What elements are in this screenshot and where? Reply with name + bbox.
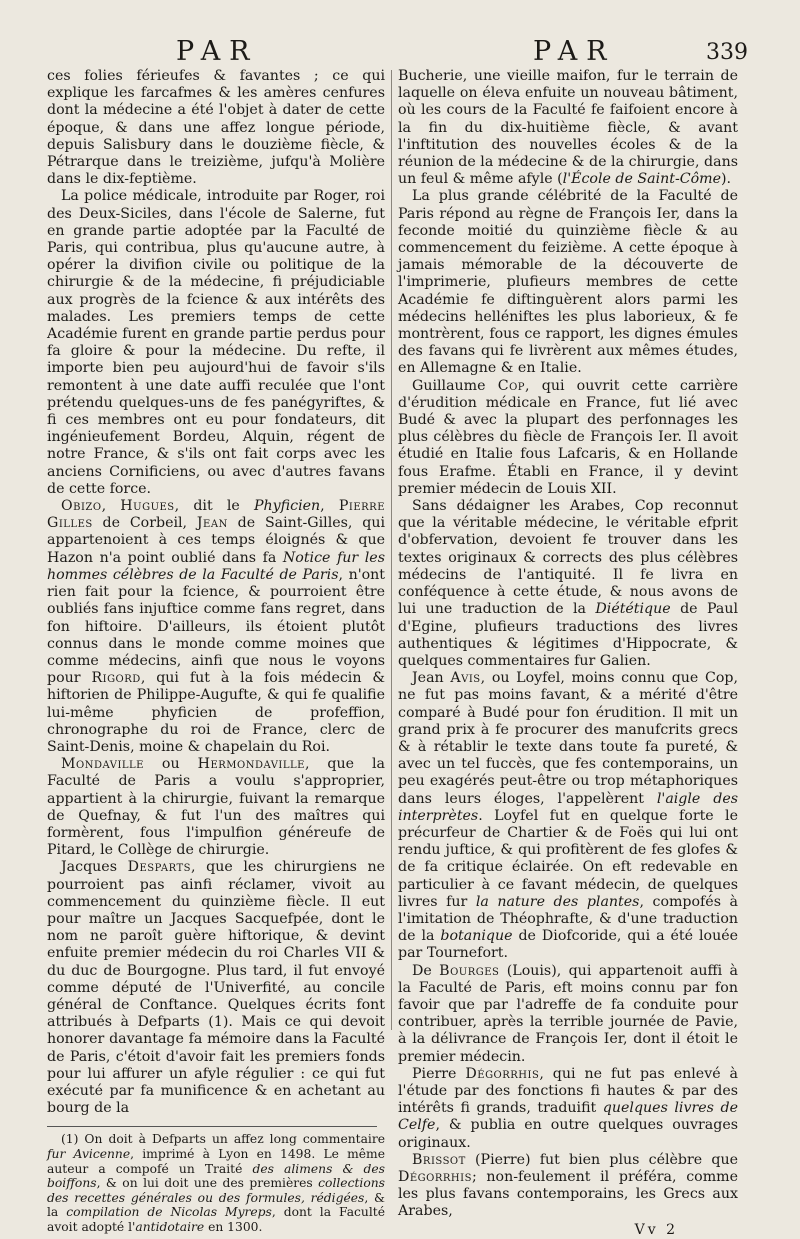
text-run: De [412, 962, 440, 979]
italic-title: l'École de Saint-Côme [562, 171, 721, 188]
author-name: Obizo [61, 498, 102, 515]
author-name: Pierre Gilles [47, 498, 386, 532]
footnote-rule [47, 1126, 377, 1127]
text-run: Bucherie, une vieille maifon, fur le terrain de laquelle on éleva enfuite un nouveau bâtiment, où les cours de la Faculté fe faifoient encore à la fin du dix-huitième fiècle, & avant l'inftitution des nouvelles écoles & de la réunion de la médecine & de la chirurgie, dans un feul & même afyle ( [398, 68, 738, 188]
text-run: Pierre [412, 1065, 466, 1082]
paragraph [398, 1152, 738, 1221]
text-run: . Loyfel fut en quelque forte le précurfeur de Chartier & de Foës qui lui ont rendu juftice, & qui profitèrent de fes glofes & de fa critique éclairée. On eft redevable en particulier à ce favant médecin, de quelques livres fur [398, 807, 738, 910]
paragraph [398, 1066, 738, 1152]
italic-title: collections des recettes générales ou des formules, rédigées [47, 1176, 385, 1205]
author-name: Jean [196, 515, 228, 532]
author-name: Dégorrhis [398, 1169, 472, 1185]
text-run: , & la [47, 1190, 385, 1220]
page-number: 339 [706, 40, 748, 65]
author-name: Rigord [91, 670, 141, 687]
author-name: Mondaville [61, 756, 144, 773]
author-name: Brissot [412, 1151, 466, 1168]
running-header [0, 36, 800, 66]
paragraph: La police médicale, introduite par Roger, roi des Deux-Siciles, dans l'école de Salerne, fut en grande partie adoptée par la Faculté de Paris, qui contribua, plus qu'aucune autre, à opérer la divifion civile ou politique de la chirurgie & de la médecine, fi préjudiciable aux progrès de la fcience & aux intérêts des malades. Les premiers temps de cette Académie furent en grande partie perdus pour fa gloire & pour la médecine. Du refte, il importe bien peu aujourd'hui de favoir s'ils remontent à une date auffi reculée que l'ont prétendu quelques-uns de fes panégyriftes, & fi ces membres ont eu pour fondateurs, dit ingénieufement Bordeu, Alquin, régent de notre France, & s'ils ont fait corps avec les anciens Cornificiens, ou avec d'autres favans de cette force. [47, 188, 385, 497]
paragraph [398, 68, 738, 188]
paragraph [47, 498, 385, 756]
text-run: de Paul d'Egine, plufieurs traductions des livres authentiques & légitimes d'Hippocrate, & quelques commentaires fur Galien. [398, 601, 738, 669]
author-name: Bourges [439, 962, 500, 979]
text-run: ou [143, 756, 198, 773]
italic-title: Notice fur les hommes célèbres de la Faculté de Paris [47, 549, 385, 583]
running-head-left: PAR [176, 36, 259, 67]
text-run: , & publia en outre quelques ouvrages originaux. [398, 1117, 738, 1151]
column-divider [391, 70, 392, 1030]
italic-title: Diététique [595, 601, 671, 618]
author-name: Cop [497, 377, 526, 394]
text-run: (Pierre) fut bien plus célèbre que [465, 1151, 738, 1168]
text-run: Guillaume [412, 377, 498, 394]
author-name: Hugues [120, 498, 175, 515]
text-run: de Diofcoride, qui a été louée par Tournefort. [398, 928, 738, 962]
text-run: ). [720, 171, 732, 188]
italic-title: botanique [440, 928, 513, 945]
italic-title: compilation de Nicolas Myreps [66, 1205, 272, 1220]
text-run: en 1300. [204, 1219, 263, 1234]
author-name: Avis [450, 670, 481, 687]
paragraph: ces folies férieufes & favantes ; ce qui explique les farcafmes & les amères cenfures dont la médecine a été l'objet à dater de cette époque, & dans une affez longue période, depuis Salisbury dans le douzième fiècle, & Pétrarque dans le treizième, jufqu'à Molière dans le dix-feptième. [47, 68, 385, 188]
text-run: de Saint-Gilles, qui appartenoient à ces temps éloignés & que Hazon n'a point oublié dans fa [47, 515, 385, 566]
paragraph [398, 498, 738, 670]
paragraph [47, 859, 385, 1117]
paragraph [398, 670, 738, 962]
author-name: Desparts [127, 859, 192, 876]
text-run: , imprimé à Lyon en 1498. Le même auteur a compofé un Traité [47, 1146, 385, 1176]
text-run: , qui ne fut pas enlevé à l'étude par des fonctions fi hautes & par des intérêts fi grands, traduifit [398, 1065, 739, 1117]
text-run: (Louis), qui appartenoit auffi à la Faculté de Paris, eft moins connu par fon favoir que par l'adreffe de fa conduite pour contribuer, après la terrible journée de Pavie, à la délivrance de François Ier, dont il étoit le premier médecin. [398, 962, 738, 1065]
text-run: , que les chirurgiens ne pourroient pas ainfi réclamer, vivoit au commencement du quinzième fiècle. Il eut pour maître un Jacques Sacquefpée, dont le nom ne paroît guère hiftorique, & devint enfuite premier médecin du roi Charles VII & du duc de Bourgogne. Plus tard, il fut envoyé comme député de l'Univerfité, au concile général de Conftance. Quelques écrits font attribués à Defparts (1). Mais ce qui devoit honorer davantage fa mémoire dans la Faculté de Paris, c'étoit d'avoir fait les premiers fonds pour lui affurer un afyle régulier : ce qui fut exécuté par fa munificence & en achetant au bourg de la [47, 859, 385, 1117]
text-run: , qui ouvrit cette carrière d'érudition médicale en France, fut lié avec Budé & avec la plupart des perfonnages les plus célèbres du fiècle de François Ier. Il avoit étudié en Italie fous Lafcaris, & en Hollande fous Erafme. Établi en France, il y devint premier médecin de Louis XII. [398, 377, 738, 497]
text-run: , & on lui doit une des premières [96, 1176, 319, 1191]
text-run: ; non-feulement il préféra, comme les plus favans contemporains, les Grecs aux Arabes, [398, 1169, 738, 1220]
text-run: , qui fut à la fois médecin & hiftorien de Philippe-Augufte, & qui fe qualifie lui-même phyficien de profeffion, chronographe du roi de France, clerc de Saint-Denis, moine & chapelain du Roi. [47, 670, 385, 755]
author-name: Hermondaville [197, 756, 305, 773]
italic-title: des alimens & des boiffons [47, 1161, 385, 1191]
footnote [47, 1132, 385, 1234]
footnote-paragraph [47, 1132, 385, 1234]
text-run: , que la Faculté de Paris a voulu s'approprier, appartient à la chirurgie, fuivant la remarque de Quefnay, & fut l'un des maîtres qui formèrent, fous l'impulfion généreufe de Pitard, le Collège de chirurgie. [47, 756, 385, 859]
text-run: , n'ont rien fait pour la fcience, & pourroient être oubliés fans injuftice comme fans regret, dans fon hiftoire. D'ailleurs, ils étoient plutôt connus dans le monde comme moines que comme médecins, ainfi que nous le voyons pour [47, 566, 385, 687]
italic-title: la nature des plantes [475, 893, 640, 910]
running-head-right: PAR [533, 36, 616, 67]
text-run: Sans dédaigner les Arabes, Cop reconnut que la véritable médecine, le véritable efprit d'obfervation, devoient fe trouver dans les textes originaux & corrects des plus célèbres médecins de l'antiquité. Il fe livra en conféquence à cette étude, & nous avons de lui une traduction de la [398, 498, 738, 618]
text-run: de Corbeil, [92, 515, 197, 532]
left-column [47, 68, 385, 1235]
italic-title: l'aigle des interprètes [398, 790, 738, 824]
text-run: , ou Loyfel, moins connu que Cop, ne fut pas moins favant, & a mérité d'être comparé à Budé pour fon érudition. Il mit un grand prix à fe procurer des manufcrits grecs & à rétablir le texte dans toute fa pureté, & avec un tel fuccès, que fes contemporains, un peu exagérés peut-être ou trop métaphoriques dans leurs éloges, l'appelèrent [398, 670, 738, 807]
text-run: , [101, 498, 121, 515]
paragraph: La plus grande célébrité de la Faculté de Paris répond au règne de François Ier, dans la feconde moitié du quinzième fiècle & au commencement du feizième. A cette époque à jamais mémorable de la découverte de l'imprimerie, plufieurs membres de cette Académie fe diftinguèrent alors parmi les médecins helléniftes les plus laborieux, & fe montrèrent, fous ce rapport, les dignes émules des favans qui fe livrèrent aux mêmes études, en Allemagne & en Italie. [398, 188, 738, 377]
italic-title: antidotaire [135, 1219, 205, 1234]
italic-title: fur Avicenne [47, 1146, 131, 1161]
text-run: Jacques [61, 859, 128, 876]
text-run: (1) On doit à Defparts un affez long commentaire [61, 1132, 385, 1147]
signature-mark: Vv 2 [634, 1221, 678, 1238]
text-run: , [320, 498, 339, 515]
text-run: , dit le [174, 498, 254, 515]
italic-title: quelques livres de Celfe [398, 1100, 738, 1134]
paragraph [398, 378, 738, 498]
paragraph [47, 756, 385, 859]
text-run: , dont la Faculté avoit adopté l' [47, 1205, 385, 1234]
text-run: Jean [412, 670, 451, 687]
paragraph [398, 963, 738, 1066]
author-name: Dégorrhis [465, 1065, 540, 1082]
italic-term: Phyficien [253, 498, 321, 515]
right-column [398, 68, 738, 1239]
text-run: , compofés à l'imitation de Théophrafte, & d'une traduction de la [398, 893, 738, 945]
